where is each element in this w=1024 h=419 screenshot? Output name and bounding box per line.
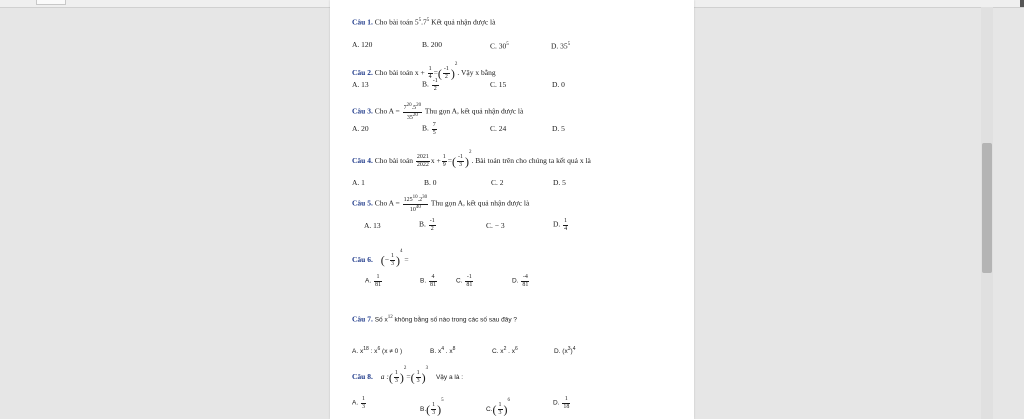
- q8-option-d: D. $\frac{1}{18}$: [553, 396, 570, 410]
- q2-option-b: B. $\frac{-1}{2}$: [422, 78, 438, 92]
- question-7: Câu 7. Số $x^{12}$ không bằng số nào trong các số sau đây ?: [352, 314, 518, 324]
- q6-option-c: C. $\frac{-1}{81}$: [456, 274, 473, 288]
- q4-option-b: B. 0: [424, 178, 437, 187]
- q5-option-a: A. 13: [364, 221, 381, 230]
- q1-option-a: A. 120: [352, 40, 373, 49]
- q3-option-a: A. 20: [352, 124, 369, 133]
- q5-option-b: B. $\frac{-1}{2}$: [419, 218, 435, 232]
- window-edge: [1020, 0, 1024, 7]
- question-4: Câu 4. Cho bài toán $\frac{2021}{2022}$ x + $\frac{1}{9}$ =( $\frac{-1}{3}$ )$^2$. Bài toán trên cho chúng ta kết quả x là: [352, 150, 591, 169]
- q1-option-b: B. 200: [422, 40, 443, 49]
- q2-option-d: D. 0: [552, 80, 565, 89]
- q5-option-d: D. $\frac{1}{4}$: [553, 218, 568, 232]
- question-8: Câu 8. a :( $\frac{1}{3}$ )$^2$=( $\frac{1}{3}$ )$^3$ Vậy a là :: [352, 366, 464, 385]
- q7-option-a: A. $x^{18}$ : $x^6$ (x ≠ 0 ): [352, 346, 403, 356]
- q3-option-c: C. 24: [490, 124, 507, 133]
- q4-option-c: C. 2: [491, 178, 504, 187]
- q8-option-c: C.( $\frac{1}{3}$ )$^6$: [486, 398, 510, 417]
- q4-option-d: D. 5: [553, 178, 566, 187]
- scrollbar-thumb[interactable]: [982, 143, 992, 273]
- q2-option-a: A. 13: [352, 80, 369, 89]
- q3-option-d: D. 5: [552, 124, 565, 133]
- q7-option-b: B. $x^4$ . $x^8$: [430, 346, 456, 356]
- q1-option-c: C. $30^5$: [490, 41, 509, 51]
- q5-option-c: C. − 3: [486, 221, 505, 230]
- q7-option-c: C. $x^2$ . $x^6$: [492, 346, 518, 356]
- q8-option-a: A. $\frac{1}{3}$: [352, 396, 366, 410]
- q7-option-d: D. $(x^3)^4$: [554, 346, 576, 356]
- question-6: Câu 6. (− $\frac{1}{3}$ )$^4$ =: [352, 249, 409, 268]
- question-1: Câu 1. Cho bài toán $5^5.7^5$ Kết quả nhận được là: [352, 17, 496, 27]
- toolbar-tab[interactable]: [36, 0, 66, 5]
- q8-option-b: B.( $\frac{1}{3}$ )$^5$: [420, 398, 444, 417]
- q6-option-a: A. $\frac{1}{81}$: [365, 274, 382, 288]
- q3-option-b: B. $\frac{7}{5}$: [422, 122, 436, 136]
- q6-option-d: D. $\frac{-4}{81}$: [512, 274, 529, 288]
- q2-option-c: C. 15: [490, 80, 507, 89]
- question-3: Câu 3. Cho A = $\frac{7^{20}.5^{20}}{35^{20}}$ Thu gọn A, kết quả nhận được là: [352, 103, 524, 121]
- q4-option-a: A. 1: [352, 178, 365, 187]
- question-5: Câu 5. Cho A = $\frac{125^{10}.2^{30}}{10^{40}}$ Thu gọn A, kết quả nhận được là: [352, 195, 530, 213]
- q6-option-b: B. $\frac{4}{81}$: [420, 274, 437, 288]
- question-number: Câu 1.: [352, 17, 373, 27]
- q1-option-d: D. $35^5$: [551, 41, 571, 51]
- question-2: Câu 2. Cho bài toán x + $\frac{1}{4}$ =( $\frac{-1}{2}$ )$^2$. Vậy x bằng: [352, 62, 496, 81]
